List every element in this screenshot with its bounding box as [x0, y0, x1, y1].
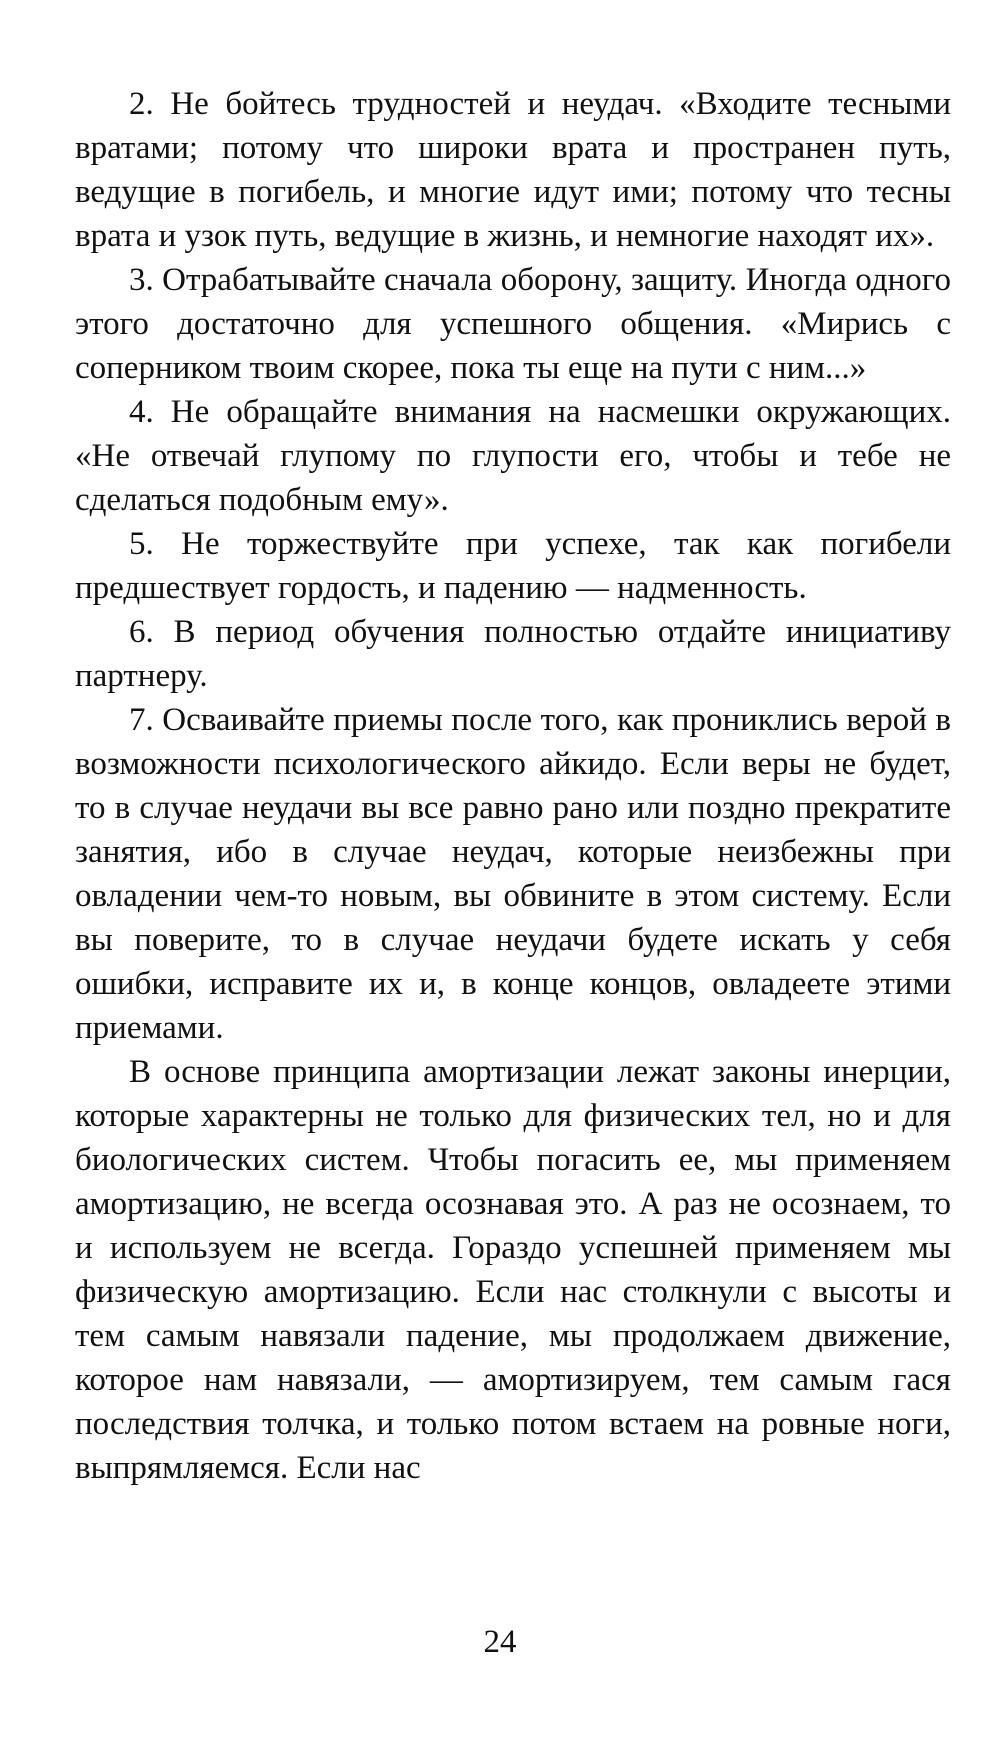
paragraph-rule-4: 4. Не обращайте внимания на насмешки окружающих. «Не отвечай глупому по глупости его, чтобы и тебе не сделаться подобным ему». [75, 394, 951, 518]
paragraph-rule-7: 7. Осваивайте приемы после того, как прониклись верой в возможности психологического айкидо. Если веры не будет, то в случае неудачи вы все равно рано или поздно прекратите занятия, ибо в случае неудач, которые неизбежны при овладении чем-то новым, вы обвините в этом систему. Если вы поверите, то в случае неудачи будете искать у себя ошибки, исправите их и, в конце концов, овладеете этими приемами. [75, 702, 951, 1046]
paragraph-amortization: В основе принципа амортизации лежат законы инерции, которые характерны не только для физических тел, но и для биологических систем. Чтобы погасить ее, мы применяем амортизацию, не всегда осознавая это. А раз не осознаем, то и используем не всегда. Гораздо успешней применяем мы физическую амортизацию. Если нас столкнули с высоты и тем самым навязали падение, мы продолжаем движение, которое нам навязали, — амортизируем, тем самым гася последствия толчка, и только потом встаем на ровные ноги, выпрямляемся. Если нас [75, 1054, 951, 1486]
paragraph-rule-2: 2. Не бойтесь трудностей и неудач. «Входите тесными вратами; потому что широки врата и пространен путь, ведущие в погибель, и многие идут ими; потому что тесны врата и узок путь, ведущие в жизнь, и немногие находят их». [75, 86, 951, 254]
body-text [75, 82, 951, 1490]
paragraph-rule-5: 5. Не торжествуйте при успехе, так как погибели предшествует гордость, и падению — надменность. [75, 526, 951, 606]
page-number: 24 [483, 1624, 517, 1660]
paragraph-rule-3: 3. Отрабатывайте сначала оборону, защиту. Иногда одного этого достаточно для успешного общения. «Мирись с соперником твоим скорее, пока ты еще на пути с ним...» [75, 262, 951, 386]
paragraph-rule-6: 6. В период обучения полностью отдайте инициативу партнеру. [75, 614, 951, 694]
